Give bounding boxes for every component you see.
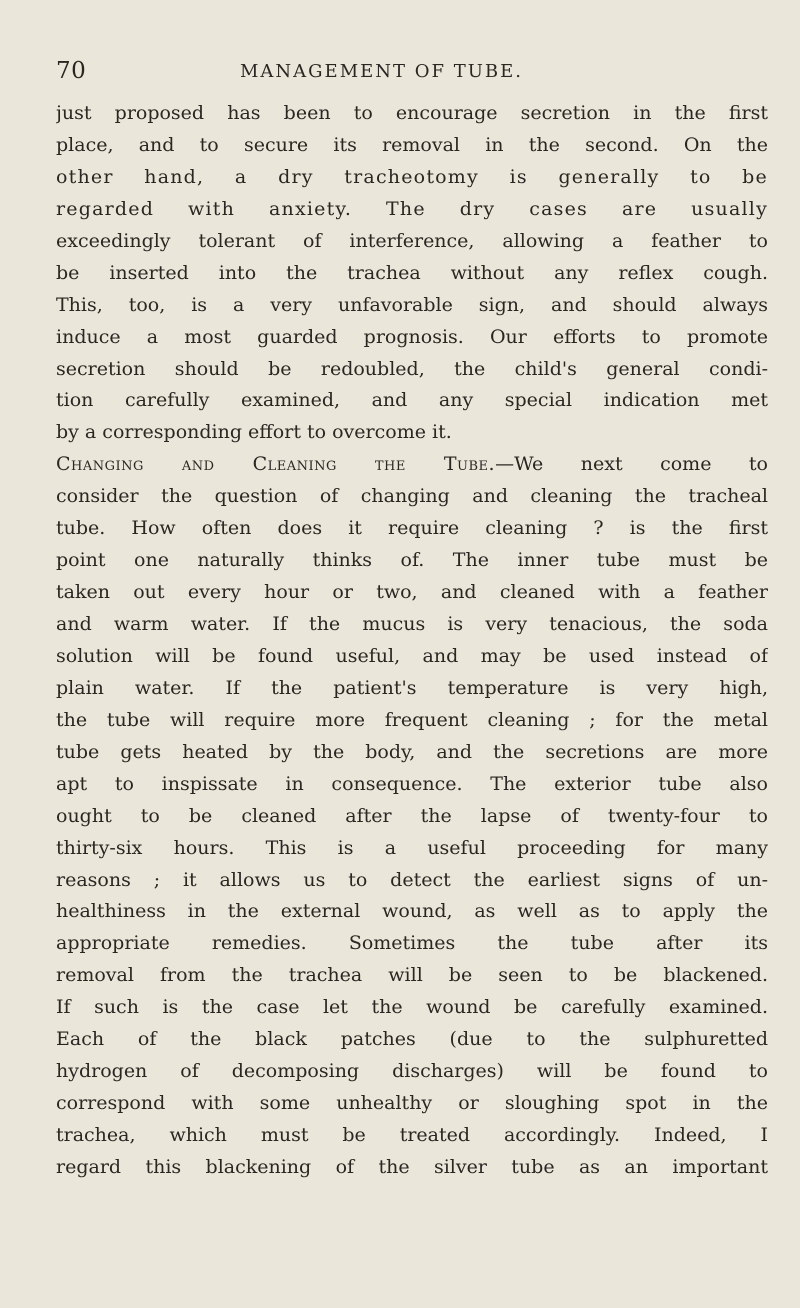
text-line: secretion should be redoubled, the child's general condi- <box>56 357 768 380</box>
text-line: the tube will require more frequent cleaning ; for the metal <box>56 708 768 731</box>
text-line: induce a most guarded prognosis. Our efforts to promote <box>56 325 768 348</box>
text-line: other hand, a dry tracheotomy is generally to be <box>56 165 768 188</box>
text-line: tion carefully examined, and any special indication met <box>56 389 768 412</box>
running-head <box>0 58 800 88</box>
text-line: point one naturally thinks of. The inner tube must be <box>56 549 768 572</box>
text-line: tube. How often does it require cleaning ? is the first <box>56 517 768 540</box>
running-title: MANAGEMENT OF TUBE. <box>240 61 523 82</box>
text-line: This, too, is a very unfavorable sign, and should always <box>56 293 768 316</box>
text-line: regard this blackening of the silver tube as an important <box>56 1155 768 1178</box>
text-line: place, and to secure its removal in the second. On the <box>56 133 768 156</box>
text-line: taken out every hour or two, and cleaned with a feather <box>56 581 768 604</box>
text-line: be inserted into the trachea without any reflex cough. <box>56 261 768 284</box>
page-number: 70 <box>56 58 87 84</box>
text-line: just proposed has been to encourage secretion in the first <box>56 102 768 124</box>
text-line: If such is the case let the wound be carefully examined. <box>56 996 768 1019</box>
text-line: by a corresponding effort to overcome it. <box>56 421 452 444</box>
text-line: reasons ; it allows us to detect the earliest signs of un- <box>56 868 768 891</box>
text-line: ought to be cleaned after the lapse of twenty-four to <box>56 804 768 827</box>
body-text <box>56 98 768 1184</box>
text-line: solution will be found useful, and may be used instead of <box>56 644 768 667</box>
text-line: removal from the trachea will be seen to be blackened. <box>56 964 768 987</box>
text-line: tube gets heated by the body, and the secretions are more <box>56 740 768 763</box>
text-line: exceedingly tolerant of interference, allowing a feather to <box>56 229 768 252</box>
section-heading-line <box>56 449 768 481</box>
text-line: appropriate remedies. Sometimes the tube after its <box>56 932 768 955</box>
text-line: Each of the black patches (due to the sulphuretted <box>56 1028 768 1051</box>
text-line: plain water. If the patient's temperature is very high, <box>56 676 768 699</box>
text-line: apt to inspissate in consequence. The exterior tube also <box>56 772 768 795</box>
text-line: thirty-six hours. This is a useful proceeding for many <box>56 836 768 859</box>
text-line: and warm water. If the mucus is very tenacious, the soda <box>56 613 768 635</box>
text-line: correspond with some unhealthy or sloughing spot in the <box>56 1092 768 1115</box>
text-line: regarded with anxiety. The dry cases are usually <box>56 197 768 220</box>
text-line: healthiness in the external wound, as well as to apply the <box>56 900 768 923</box>
text-line: trachea, which must be treated accordingly. Indeed, I <box>56 1124 768 1146</box>
text-line: hydrogen of decomposing discharges) will be found to <box>56 1060 768 1083</box>
text-line: consider the question of changing and cleaning the tracheal <box>56 485 768 508</box>
section-heading-rest: —We next come to <box>495 453 768 476</box>
section-heading: Changing and Cleaning the Tube. <box>56 453 496 476</box>
